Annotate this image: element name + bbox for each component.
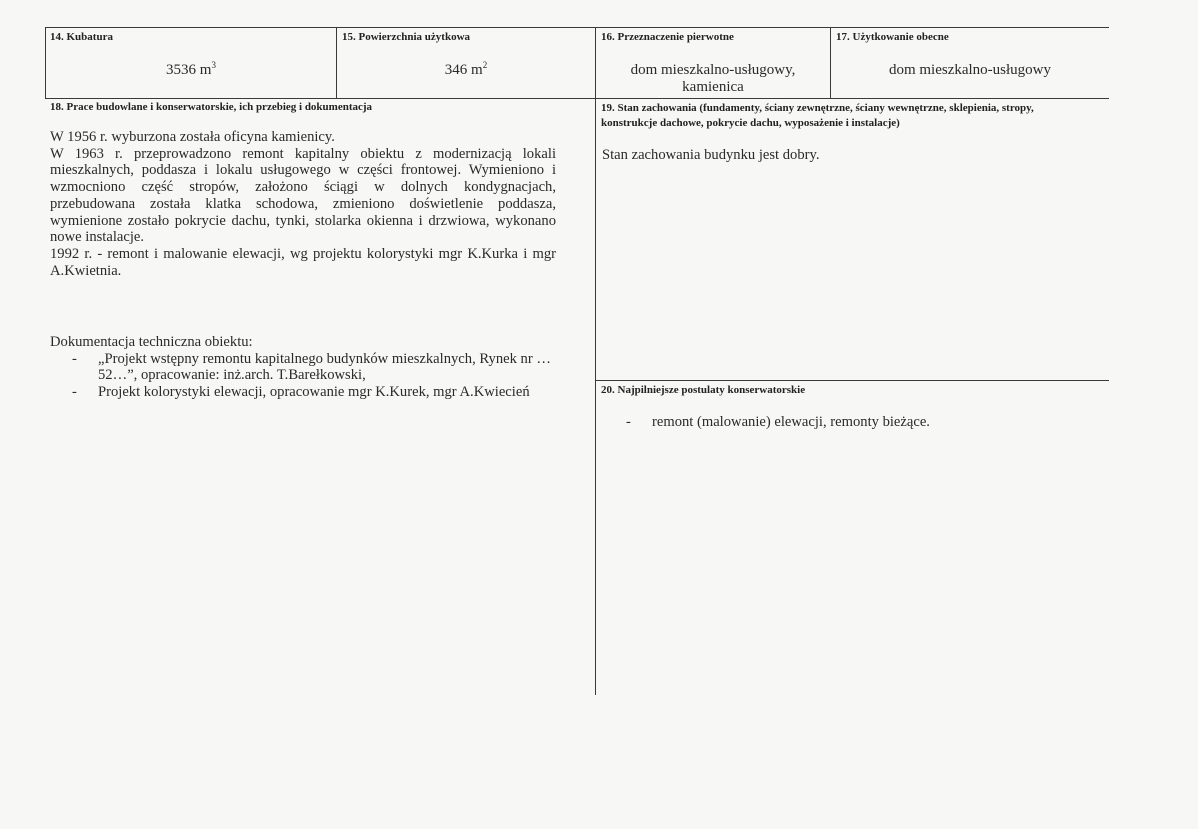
- field-16-line2: kamienica: [682, 79, 744, 95]
- field-18-text: [50, 129, 556, 279]
- field-15-value: [337, 60, 595, 79]
- field-14-value: [46, 60, 336, 79]
- field-19-label: 19. Stan zachowania (fundamenty, ściany zewnętrzne, ściany wewnętrzne, sklepienia, stropy, konstrukcje dachowe, pokrycie dachu, wyposażenie i instalacje): [601, 102, 1034, 129]
- unit-sup: 3: [211, 60, 216, 70]
- list-item: [50, 384, 560, 401]
- field-15-label: 15. Powierzchnia użytkowa: [342, 31, 471, 43]
- row-divider: [45, 98, 1109, 99]
- paragraph: W 1956 r. wyburzona została oficyna kamienicy.: [50, 129, 335, 145]
- field-16-line1: dom mieszkalno-usługowy,: [630, 62, 796, 78]
- list-item-text: remont (malowanie) elewacji, remonty bieżące.: [652, 414, 930, 430]
- dash: -: [626, 414, 631, 430]
- field-18-label: 18. Prace budowlane i konserwatorskie, ich przebieg i dokumentacja: [50, 101, 373, 113]
- unit-sup: 2: [482, 60, 488, 70]
- field-16-label: 16. Przeznaczenie pierwotne: [601, 31, 734, 43]
- dash: -: [72, 350, 77, 367]
- divider: [595, 27, 596, 695]
- list-item-text: „Projekt wstępny remontu kapitalnego budynków mieszkalnych, Rynek nr …52…”, opracowanie: inż.arch. T.Barełkowski,: [98, 350, 551, 384]
- list-item-text: Projekt kolorystyki elewacji, opracowanie mgr K.Kurek, mgr A.Kwiecień: [98, 384, 530, 401]
- list-item: [604, 414, 1084, 431]
- field-20-list: [604, 414, 1084, 431]
- documentation-heading: Dokumentacja techniczna obiektu:: [50, 334, 253, 350]
- paragraph: 1992 r. - remont i malowanie elewacji, wg projektu kolorystyki mgr K.Kurka i mgr A.Kwietnia.: [50, 245, 556, 279]
- field-17-label: 17. Użytkowanie obecne: [836, 31, 949, 43]
- area-value: 346 m: [444, 62, 483, 78]
- field-16-value: [596, 62, 830, 96]
- field-17-value: dom mieszkalno-usługowy: [888, 62, 1052, 78]
- kubatura-value: 3536 m: [166, 62, 212, 78]
- field-19-value: Stan zachowania budynku jest dobry.: [602, 147, 820, 163]
- table-top-border: [45, 27, 1109, 28]
- paragraph: W 1963 r. przeprowadzono remont kapitalny obiektu z modernizacją lokali mieszkalnych, poddasza i lokalu usługowego w części frontowej. Wymieniono i wzmocniono część stropów, założono ściągi w dolnych kondygnacjach, przebudowana została klatka schodowa, zmieniono doświetlenie poddasza, wymienione zostało pokrycie dachu, tynki, stolarka okienna i drzwiowa, wykonano nowe instalacje.: [50, 145, 556, 246]
- dash: -: [72, 384, 77, 401]
- documentation-block: [50, 334, 560, 401]
- field-20-label: 20. Najpilniejsze postulaty konserwatorskie: [601, 384, 806, 396]
- list-item: [50, 351, 560, 384]
- field-14-label: 14. Kubatura: [50, 31, 113, 43]
- row-divider: [595, 380, 1109, 381]
